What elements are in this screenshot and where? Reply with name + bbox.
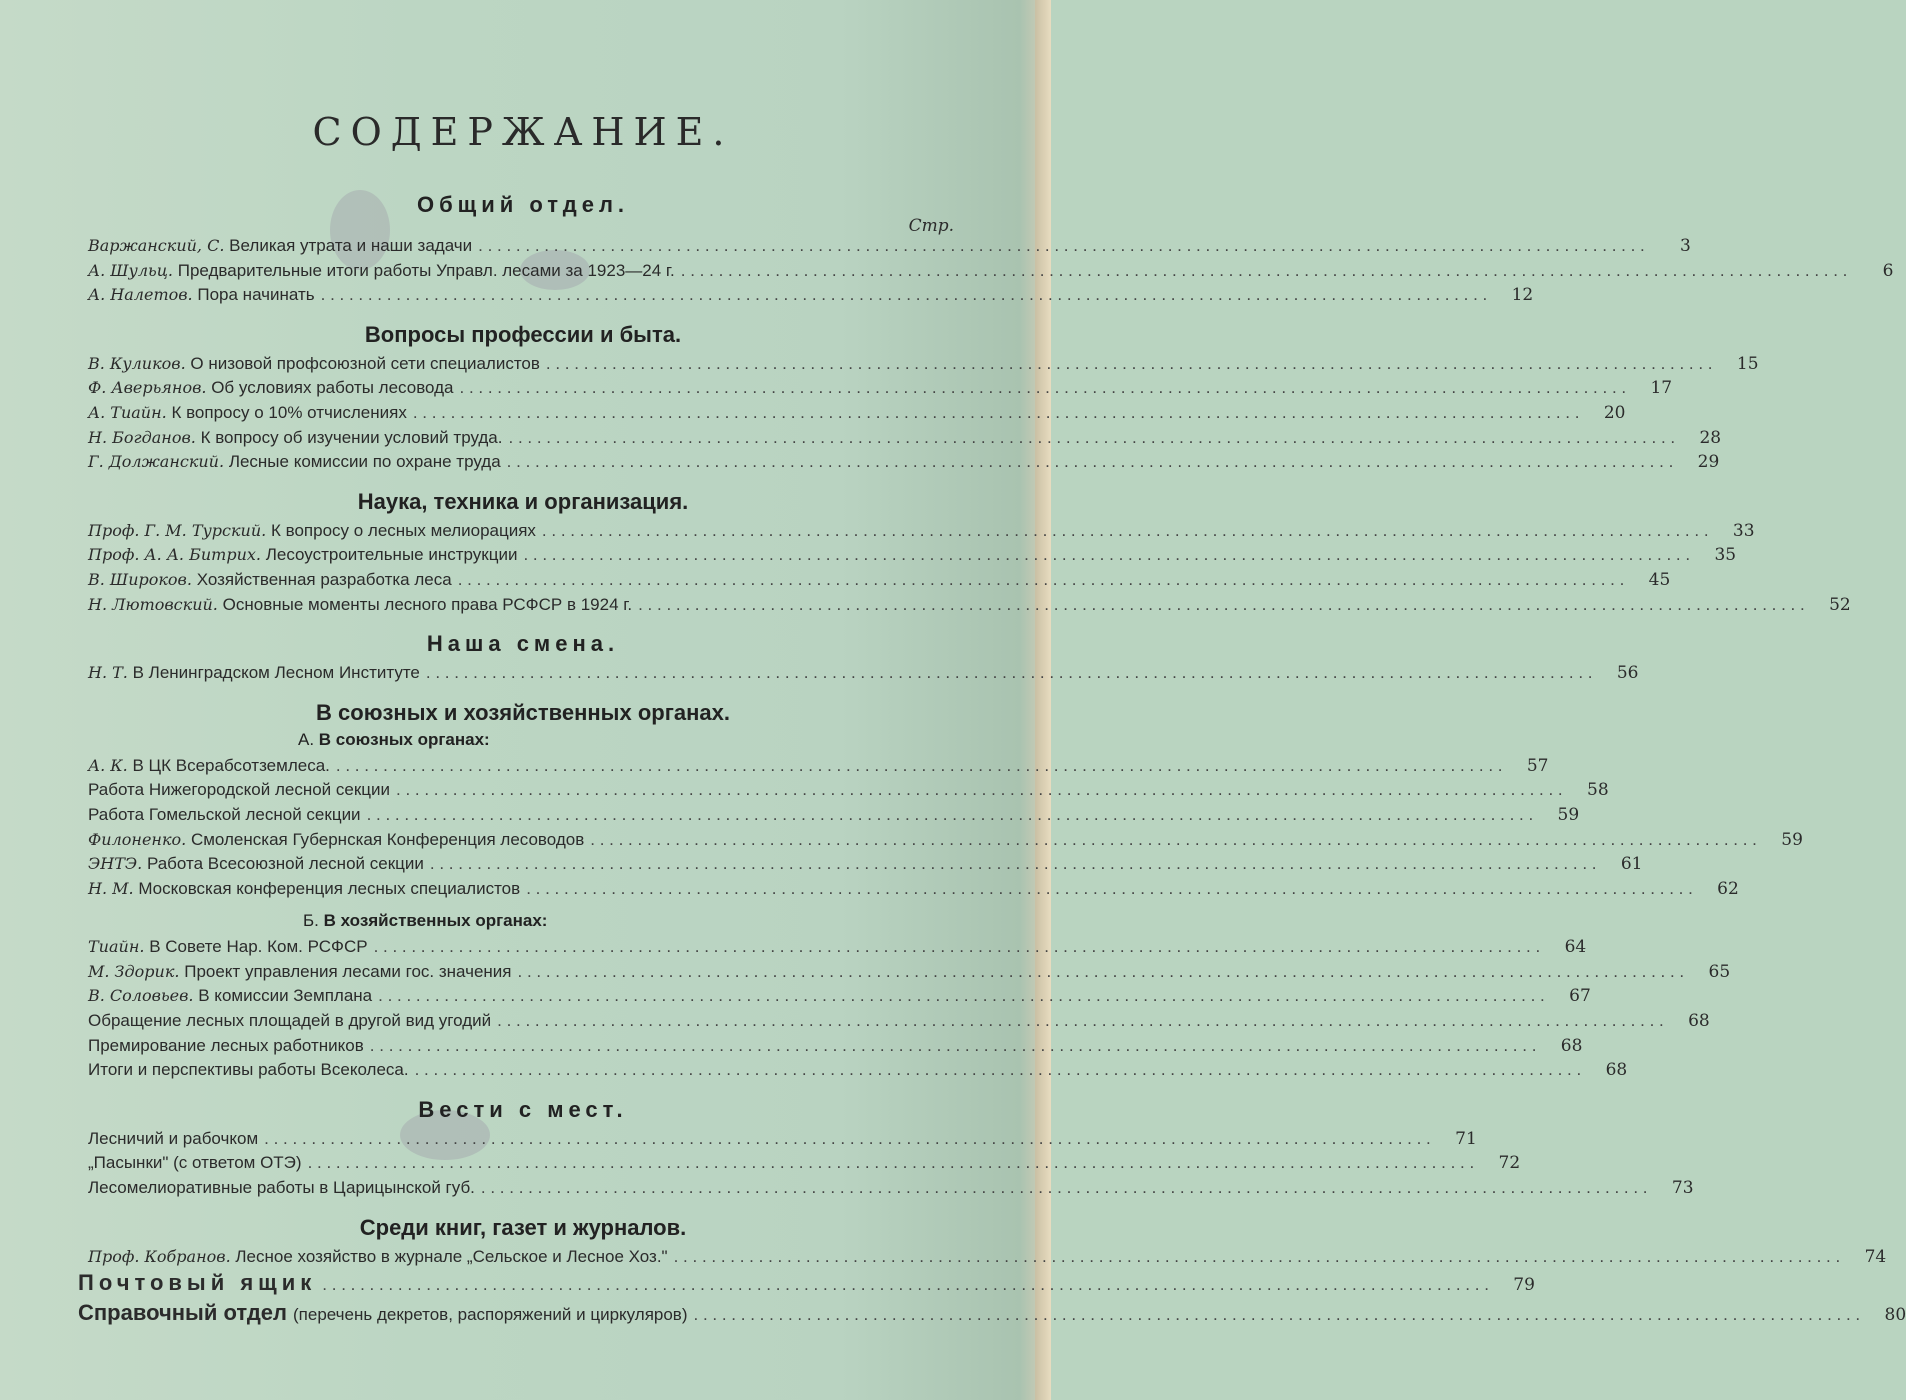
entry-title: Работа Всесоюзной лесной секции xyxy=(146,854,424,874)
entry-page: 71 xyxy=(1455,1128,1477,1149)
entry-page: 56 xyxy=(1616,663,1639,684)
entry-title: Предварительные итоги работы Управл. лесами за 1923—24 г. xyxy=(177,260,675,280)
entry-title: Хозяйственная разработка леса xyxy=(196,569,452,589)
entry-title: Московская конференция лесных специалистов xyxy=(138,878,521,898)
toc-entry xyxy=(88,1127,1477,1152)
toc-entry xyxy=(88,1151,1521,1176)
toc-entry xyxy=(88,426,1722,451)
entry-author: Н. Т. xyxy=(88,663,128,683)
page-title: СОДЕРЖАНИЕ. xyxy=(312,110,734,154)
toc-entry xyxy=(88,1176,1694,1201)
entry-page: 67 xyxy=(1569,986,1591,1007)
toc-entry xyxy=(88,935,1587,960)
entry-author: В. Куликов. xyxy=(88,353,186,373)
section-title-books: Среди книг, газет и журналов. xyxy=(359,1214,687,1240)
entry-page: 68 xyxy=(1688,1011,1710,1032)
section-title-profession: Вопросы профессии и быта. xyxy=(364,321,682,347)
mailbox-label: Почтовый ящик xyxy=(78,1270,317,1296)
entry-title: Великая утрата и наши задачи xyxy=(229,236,473,255)
entry-author: Варжанский, С. xyxy=(88,236,225,255)
entry-page: 45 xyxy=(1648,569,1671,590)
entry-title: Лесоустроительные инструкции xyxy=(265,545,518,565)
toc-entry xyxy=(88,234,1691,259)
entry-page: 3 xyxy=(1679,236,1691,256)
entry-author: Проф. Г. М. Турский. xyxy=(88,520,267,540)
toc-entry xyxy=(88,960,1731,985)
toc-entry xyxy=(88,1058,1628,1083)
toc-entry-reference xyxy=(78,1299,1906,1329)
toc-entry xyxy=(88,543,1737,568)
entry-title: О низовой профсоюзной сети специалистов xyxy=(190,353,540,373)
entry-title: Лесное хозяйство в журнале „Сельское и Лесное Хоз." xyxy=(235,1246,668,1266)
entry-author: ЭНТЭ. xyxy=(88,854,143,874)
entry-author: Н. М. xyxy=(88,878,134,898)
entry-author: Тиайн. xyxy=(88,937,145,957)
entry-page: 15 xyxy=(1736,353,1759,374)
toc-entry xyxy=(88,828,1803,853)
subsection-prefix: А. xyxy=(298,729,315,749)
entry-title: В Ленинградском Лесном Институте xyxy=(132,663,420,683)
toc-entry xyxy=(88,1245,1887,1270)
entry-title: К вопросу об изучении условий труда. xyxy=(200,427,503,447)
entry-page: 20 xyxy=(1603,402,1626,423)
entry-title: Основные моменты лесного права РСФСР в 1924 г. xyxy=(222,594,633,614)
entry-author: Проф. Кобранов. xyxy=(88,1246,231,1266)
toc-entry-mailbox xyxy=(78,1269,1535,1299)
entry-title: Смоленская Губернская Конференция лесоводов xyxy=(190,829,585,849)
entry-title: Лесомелиоративные работы в Царицынской губ. xyxy=(88,1178,475,1198)
entry-page: 12 xyxy=(1511,285,1534,306)
entry-page: 61 xyxy=(1620,854,1643,875)
entry-page: 65 xyxy=(1708,961,1731,982)
entry-title: Итоги и перспективы работы Всеколеса. xyxy=(88,1060,409,1080)
page-column-label: Стр. xyxy=(908,216,954,236)
entry-page: 68 xyxy=(1560,1035,1583,1056)
toc-entry xyxy=(88,778,1609,803)
reference-label: Справочный отдел xyxy=(78,1300,288,1326)
section-title-shift: Наша смена. xyxy=(426,631,620,657)
toc-entry xyxy=(88,1034,1583,1059)
entry-title: В ЦК Всерабсотземлеса. xyxy=(132,755,330,775)
toc-entry xyxy=(88,259,1894,284)
entry-page: 59 xyxy=(1781,829,1803,850)
section-title-general: Общий отдел. xyxy=(416,192,630,217)
toc-entry xyxy=(88,877,1739,902)
entry-page: 68 xyxy=(1605,1060,1628,1081)
toc-entry xyxy=(88,852,1643,877)
entry-page: 72 xyxy=(1498,1153,1521,1174)
toc-entry xyxy=(88,661,1639,686)
entry-page: 52 xyxy=(1829,594,1851,615)
entry-author: В. Широков. xyxy=(88,569,192,589)
entry-author: Г. Должанский. xyxy=(88,452,225,472)
entry-page: 64 xyxy=(1564,937,1587,958)
entry-author: В. Соловьев. xyxy=(88,986,194,1006)
entry-author: Н. Лютовский. xyxy=(88,594,218,614)
subsection-title-union xyxy=(298,730,958,750)
toc-entry xyxy=(88,593,1851,618)
entry-title: Работа Нижегородской лесной секции xyxy=(88,780,391,800)
entry-title: К вопросу о 10% отчислениях xyxy=(171,402,407,422)
toc-entry xyxy=(88,1009,1710,1034)
entry-page: 74 xyxy=(1864,1246,1887,1267)
entry-title: В комиссии Земплана xyxy=(198,986,373,1006)
toc-entry xyxy=(88,401,1626,426)
toc-entry xyxy=(88,352,1759,377)
entry-title: Работа Гомельской лесной секции xyxy=(88,804,361,824)
entry-title: К вопросу о лесных мелиорациях xyxy=(270,520,536,540)
entry-author: А. Тиайн. xyxy=(88,402,167,422)
entry-page: 80 xyxy=(1884,1305,1906,1326)
toc-entry xyxy=(88,568,1671,593)
entry-author: Ф. Аверьянов. xyxy=(88,378,207,398)
toc-entry xyxy=(88,519,1755,544)
toc-entry xyxy=(88,450,1720,475)
section-title-science: Наука, техника и организация. xyxy=(357,488,689,514)
subsection-prefix: Б. xyxy=(303,911,319,931)
entry-title: Об условиях работы лесовода xyxy=(211,378,454,398)
toc-entry xyxy=(88,283,1534,308)
toc-entry xyxy=(88,984,1591,1009)
entry-page: 57 xyxy=(1526,755,1549,776)
entry-page: 62 xyxy=(1717,878,1739,899)
table-of-contents xyxy=(78,100,1906,1329)
entry-page: 59 xyxy=(1557,804,1580,825)
toc-entry xyxy=(88,803,1580,828)
toc-entry xyxy=(88,376,1673,401)
entry-title: В Совете Нар. Ком. РСФСР xyxy=(149,937,368,957)
entry-author: А. Налетов. xyxy=(88,285,193,305)
entry-author: Проф. А. А. Битрих. xyxy=(88,545,261,565)
entry-page: 29 xyxy=(1697,452,1720,473)
entry-page: 6 xyxy=(1882,260,1894,281)
entry-page: 35 xyxy=(1714,545,1737,566)
entry-author: Н. Богданов. xyxy=(88,427,196,447)
entry-page: 28 xyxy=(1699,427,1722,448)
entry-page: 17 xyxy=(1650,378,1673,399)
entry-page: 58 xyxy=(1587,780,1609,801)
entry-author: А. К. xyxy=(88,755,128,775)
entry-title: Обращение лесных площадей в другой вид угодий xyxy=(88,1011,492,1031)
entry-title: Лесничий и рабочком xyxy=(88,1128,259,1148)
subsection-label: В союзных органах: xyxy=(318,729,490,749)
entry-title: Проект управления лесами гос. значения xyxy=(184,961,512,981)
entry-page: 33 xyxy=(1732,520,1755,541)
entry-title: Лесные комиссии по охране труда xyxy=(228,452,501,472)
entry-page: 73 xyxy=(1671,1178,1694,1199)
entry-title: Премирование лесных работников xyxy=(88,1035,364,1055)
entry-title: „Пасынки" (с ответом ОТЭ) xyxy=(88,1153,302,1173)
section-title-local: Вести с мест. xyxy=(418,1096,628,1122)
toc-entry xyxy=(88,754,1549,779)
subsection-title-economic xyxy=(303,911,958,931)
subsection-label: В хозяйственных органах: xyxy=(323,911,548,931)
section-title-organs: В союзных и хозяйственных органах. xyxy=(316,699,730,725)
reference-note: (перечень декретов, распоряжений и циркуляров) xyxy=(293,1305,688,1325)
entry-page: 79 xyxy=(1513,1275,1535,1296)
entry-title: Пора начинать xyxy=(197,285,315,305)
entry-author: А. Шульц. xyxy=(88,260,173,280)
entry-author: М. Здорик. xyxy=(88,961,180,981)
entry-author: Филоненко. xyxy=(88,829,187,849)
